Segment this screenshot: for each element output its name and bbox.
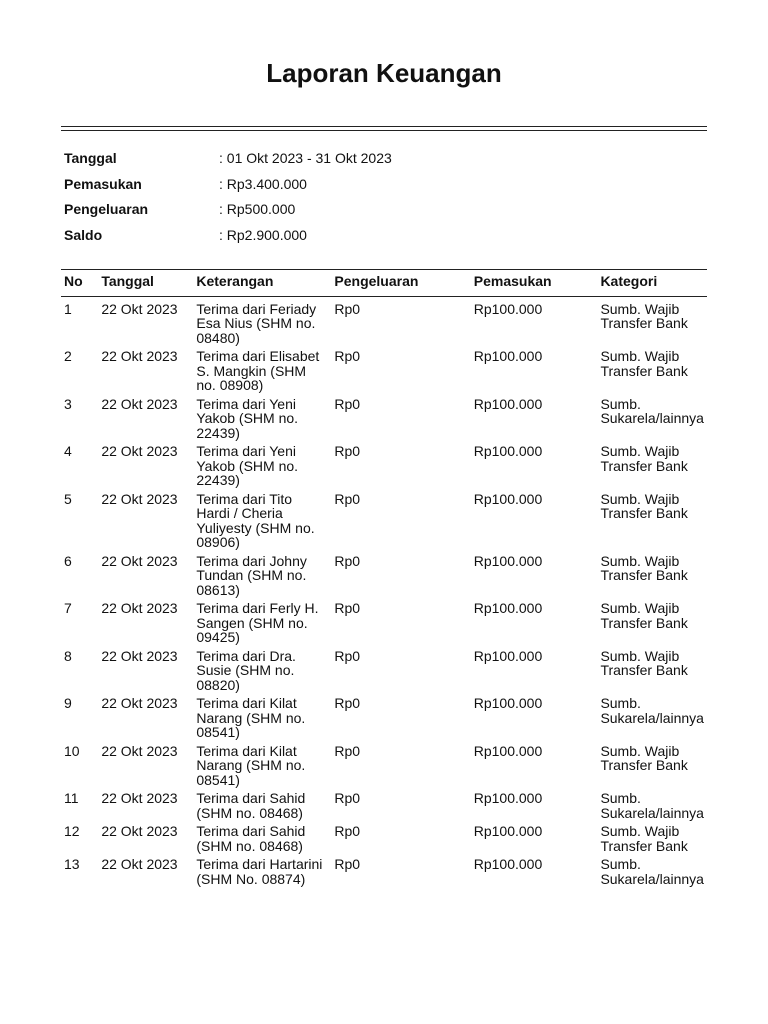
column-header-pemasukan: Pemasukan xyxy=(471,270,598,297)
cell-pemasukan: Rp100.000 xyxy=(473,600,543,616)
cell-pemasukan: Rp100.000 xyxy=(473,856,543,872)
cell-pemasukan: Rp100.000 xyxy=(473,647,543,664)
cell-kategori: Sumb. Wajib Transfer Bank xyxy=(600,490,688,521)
cell-no: 6 xyxy=(64,552,72,569)
cell-no: 2 xyxy=(64,348,72,364)
cell-no: 5 xyxy=(64,490,72,507)
summary-label: Tanggal xyxy=(64,150,117,166)
cell-tanggal: 22 Okt 2023 xyxy=(101,348,178,364)
cell-keterangan: Terima dari Hartarini (SHM No. 08874) xyxy=(196,856,323,887)
cell-kategori: Sumb. Sukarela/lainnya xyxy=(600,695,704,726)
cell-kategori: Sumb. Wajib Transfer Bank xyxy=(600,300,688,331)
cell-kategori: Sumb. Wajib Transfer Bank xyxy=(600,823,688,854)
cell-pengeluaran: Rp0 xyxy=(334,600,361,616)
summary-block xyxy=(64,149,704,251)
cell-kategori: Sumb. Wajib Transfer Bank xyxy=(600,742,688,773)
cell-keterangan: Terima dari Dra. Susie (SHM no. 08820) xyxy=(196,647,296,693)
cell-no: 12 xyxy=(64,823,80,839)
cell-no: 3 xyxy=(64,395,72,412)
summary-row-saldo xyxy=(64,226,704,252)
cell-kategori: Sumb. Sukarela/lainnya xyxy=(600,395,704,426)
table-row xyxy=(61,824,707,857)
summary-value: : Rp2.900.000 xyxy=(219,226,307,244)
cell-kategori: Sumb. Sukarela/lainnya xyxy=(600,790,704,821)
transactions-table xyxy=(61,269,707,890)
summary-value: : 01 Okt 2023 - 31 Okt 2023 xyxy=(219,149,392,167)
cell-pengeluaran: Rp0 xyxy=(334,490,361,507)
cell-no: 7 xyxy=(64,600,72,616)
cell-tanggal: 22 Okt 2023 xyxy=(101,552,178,569)
cell-tanggal: 22 Okt 2023 xyxy=(101,647,178,664)
cell-tanggal: 22 Okt 2023 xyxy=(101,443,178,459)
table-row xyxy=(61,791,707,824)
cell-pengeluaran: Rp0 xyxy=(334,300,361,317)
summary-row-pemasukan xyxy=(64,175,704,201)
table-row xyxy=(61,296,707,349)
column-header-kategori: Kategori xyxy=(597,270,707,297)
table-row xyxy=(61,492,707,554)
cell-tanggal: 22 Okt 2023 xyxy=(101,695,178,711)
cell-keterangan: Terima dari Ferly H. Sangen (SHM no. 09425) xyxy=(196,600,319,645)
table-row xyxy=(61,349,707,397)
cell-pemasukan: Rp100.000 xyxy=(473,395,543,412)
cell-keterangan: Terima dari Johny Tundan (SHM no. 08613) xyxy=(196,552,307,598)
cell-pengeluaran: Rp0 xyxy=(334,348,361,364)
cell-keterangan: Terima dari Yeni Yakob (SHM no. 22439) xyxy=(196,395,299,441)
cell-keterangan: Terima dari Feriady Esa Nius (SHM no. 08480) xyxy=(196,300,317,346)
cell-tanggal: 22 Okt 2023 xyxy=(101,600,178,616)
cell-kategori: Sumb. Sukarela/lainnya xyxy=(600,856,704,887)
cell-pengeluaran: Rp0 xyxy=(334,823,361,839)
cell-pemasukan: Rp100.000 xyxy=(473,552,543,569)
table-row xyxy=(61,444,707,492)
cell-tanggal: 22 Okt 2023 xyxy=(101,490,178,507)
table-row xyxy=(61,397,707,445)
page-title: Laporan Keuangan xyxy=(266,58,502,88)
summary-row-pengeluaran xyxy=(64,200,704,226)
summary-value: : Rp3.400.000 xyxy=(219,175,307,193)
table-row xyxy=(61,696,707,744)
cell-pengeluaran: Rp0 xyxy=(334,395,361,412)
summary-label: Pengeluaran xyxy=(64,201,149,217)
cell-pengeluaran: Rp0 xyxy=(334,443,361,459)
cell-keterangan: Terima dari Sahid (SHM no. 08468) xyxy=(196,790,306,821)
column-header-pengeluaran: Pengeluaran xyxy=(331,270,470,297)
summary-label: Saldo xyxy=(64,226,103,243)
cell-tanggal: 22 Okt 2023 xyxy=(101,823,178,839)
cell-keterangan: Terima dari Kilat Narang (SHM no. 08541) xyxy=(196,742,306,788)
cell-no: 4 xyxy=(64,443,72,459)
cell-tanggal: 22 Okt 2023 xyxy=(101,395,178,412)
cell-tanggal: 22 Okt 2023 xyxy=(101,742,178,759)
cell-kategori: Sumb. Wajib Transfer Bank xyxy=(600,600,688,631)
column-header-no: No xyxy=(61,270,98,297)
table-body xyxy=(61,296,707,890)
table-header-row xyxy=(61,270,707,297)
cell-pemasukan: Rp100.000 xyxy=(473,742,543,759)
title-divider-bottom xyxy=(61,130,707,131)
cell-keterangan: Terima dari Sahid (SHM no. 08468) xyxy=(196,823,306,854)
cell-no: 8 xyxy=(64,647,72,664)
cell-no: 13 xyxy=(64,856,80,872)
summary-value: : Rp500.000 xyxy=(219,200,295,218)
cell-tanggal: 22 Okt 2023 xyxy=(101,300,178,317)
cell-tanggal: 22 Okt 2023 xyxy=(101,856,178,872)
cell-tanggal: 22 Okt 2023 xyxy=(101,790,178,806)
cell-pemasukan: Rp100.000 xyxy=(473,300,543,317)
cell-pemasukan: Rp100.000 xyxy=(473,790,543,806)
summary-row-tanggal xyxy=(64,149,704,175)
cell-pengeluaran: Rp0 xyxy=(334,647,361,664)
cell-pengeluaran: Rp0 xyxy=(334,856,361,872)
column-header-tanggal: Tanggal xyxy=(98,270,193,297)
cell-pengeluaran: Rp0 xyxy=(334,695,361,711)
cell-pemasukan: Rp100.000 xyxy=(473,348,543,364)
table-row xyxy=(61,744,707,792)
cell-pemasukan: Rp100.000 xyxy=(473,443,543,459)
cell-pengeluaran: Rp0 xyxy=(334,552,361,569)
table-row xyxy=(61,857,707,890)
cell-pemasukan: Rp100.000 xyxy=(473,695,543,711)
cell-keterangan: Terima dari Kilat Narang (SHM no. 08541) xyxy=(196,695,306,740)
cell-pengeluaran: Rp0 xyxy=(334,742,361,759)
cell-pemasukan: Rp100.000 xyxy=(473,823,543,839)
cell-kategori: Sumb. Wajib Transfer Bank xyxy=(600,552,688,583)
cell-keterangan: Terima dari Tito Hardi / Cheria Yuliyesty (SHM no. 08906) xyxy=(196,490,315,550)
cell-no: 10 xyxy=(64,742,80,759)
cell-kategori: Sumb. Wajib Transfer Bank xyxy=(600,348,688,379)
cell-pemasukan: Rp100.000 xyxy=(473,490,543,507)
cell-kategori: Sumb. Wajib Transfer Bank xyxy=(600,443,688,474)
cell-keterangan: Terima dari Elisabet S. Mangkin (SHM no. 08908) xyxy=(196,348,320,393)
title-divider-top xyxy=(61,126,707,127)
column-header-keterangan: Keterangan xyxy=(193,270,331,297)
cell-kategori: Sumb. Wajib Transfer Bank xyxy=(600,647,688,678)
summary-label: Pemasukan xyxy=(64,175,142,192)
cell-no: 9 xyxy=(64,695,72,711)
cell-no: 11 xyxy=(64,790,79,806)
table-row xyxy=(61,601,707,649)
table-row xyxy=(61,649,707,697)
cell-pengeluaran: Rp0 xyxy=(334,790,361,806)
cell-no: 1 xyxy=(64,300,72,317)
cell-keterangan: Terima dari Yeni Yakob (SHM no. 22439) xyxy=(196,443,299,488)
table-row xyxy=(61,554,707,602)
